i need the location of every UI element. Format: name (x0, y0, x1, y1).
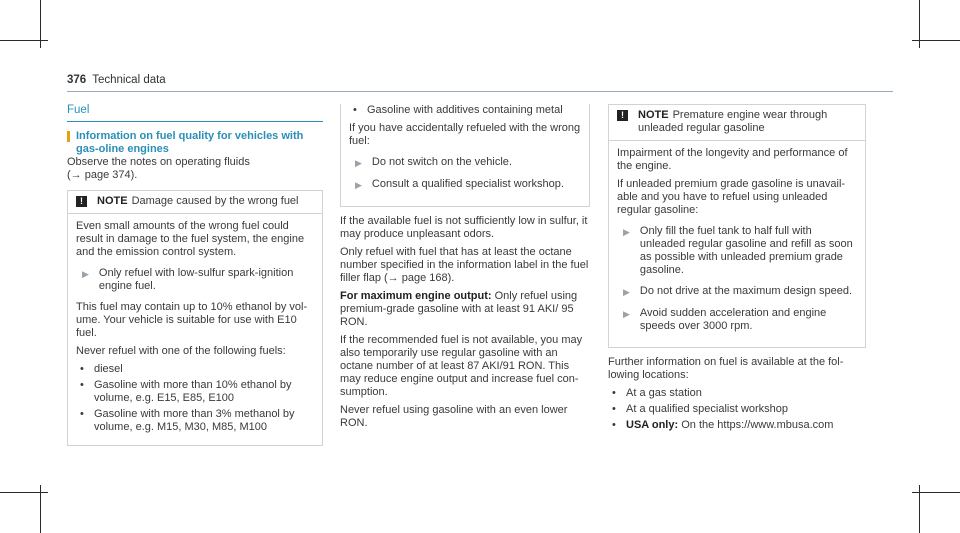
note-label: NOTE (638, 109, 669, 121)
bullet-icon: • (80, 363, 84, 375)
page-title: Technical data (92, 74, 166, 86)
list-item (608, 403, 866, 416)
note-paragraph: Never refuel with one of the following fuels: (76, 345, 286, 357)
bullet-icon: • (612, 419, 616, 431)
step-text: Only refuel with low-sulfur spark-ignition engine fuel. (98, 267, 294, 292)
step-arrow-icon: ▶ (355, 158, 362, 168)
list-item-text: Gasoline with more than 10% ethanol by volume, e.g. E15, E85, E100 (94, 379, 292, 404)
crop-mark (912, 492, 960, 493)
subheading (67, 130, 323, 156)
note-paragraph: If unleaded premium grade gasoline is unavail-able and you have to refuel using unleaded regular gasoline: (617, 178, 846, 216)
step-text: Do not switch on the vehicle. (371, 156, 512, 168)
instruction-step (617, 225, 857, 277)
note-body (68, 214, 322, 445)
body-paragraph: Further information on fuel is available at the fol-lowing locations: (608, 356, 844, 381)
step-text: Avoid sudden acceleration and engine speeds over 3000 rpm. (639, 307, 827, 332)
note-body (609, 141, 865, 347)
note-box-continued (340, 104, 590, 207)
step-arrow-icon: ▶ (355, 180, 362, 190)
list-item-text: diesel (94, 363, 123, 375)
list-item-text[interactable]: On the https://www.mbusa.com (681, 419, 834, 431)
note-paragraph: Impairment of the longevity and performance of the engine. (617, 147, 848, 172)
list-item-text: At a qualified specialist workshop (626, 403, 789, 415)
inline-text: Only refuel using premium-grade gasoline with at least 91 AKI/ 95 RON. (340, 290, 578, 328)
location-list (608, 387, 866, 432)
note-label: NOTE (97, 195, 128, 207)
body-paragraph: Only refuel with fuel that has at least the octane number specified in the information label in the fuel filler flap (→ page 168). (340, 246, 589, 284)
body-paragraph: If the available fuel is not sufficiently low in sulfur, it may produce unpleasant odors. (340, 215, 588, 240)
list-item-text: At a gas station (626, 387, 702, 399)
step-text: Only fill the fuel tank to half full with unleaded regular gasoline and refill as soon as possible with unleaded premium grade gasoline. (639, 225, 853, 276)
header-rule (67, 91, 893, 92)
warning-icon: ! (617, 110, 628, 121)
observe-text: Observe the notes on operating fluids (67, 156, 250, 168)
page-header (67, 74, 166, 86)
step-arrow-icon: ▶ (82, 269, 89, 279)
note-header (68, 191, 322, 214)
note-header (609, 105, 865, 141)
note-paragraph: Even small amounts of the wrong fuel could result in damage to the fuel system, the engine and the emission control system. (76, 220, 305, 258)
column-1 (67, 104, 323, 454)
list-item-text: Gasoline with additives containing metal (367, 104, 563, 116)
bullet-icon: • (80, 379, 84, 391)
page-number: 376 (67, 74, 87, 86)
list-item (608, 419, 866, 432)
column-3 (608, 104, 866, 437)
note-headline: Premature engine wear through unleaded regular gasoline (638, 109, 828, 134)
instruction-step (617, 307, 857, 333)
inline-label: For maximum engine output: (340, 290, 492, 302)
note-box (608, 104, 866, 348)
fuel-list (76, 363, 314, 434)
crop-mark (0, 40, 48, 41)
subheading-text: Information on fuel quality for vehicles with gas-oline engines (76, 130, 304, 155)
column-2 (340, 104, 590, 435)
bullet-icon: • (612, 387, 616, 399)
bullet-icon: • (353, 104, 357, 116)
subheading-marker (67, 131, 70, 142)
observe-page-ref[interactable]: (→ page 374). (67, 169, 138, 181)
fuel-list (349, 104, 581, 117)
note-paragraph: This fuel may contain up to 10% ethanol by vol-ume. Your vehicle is suitable for use with E10 fuel. (76, 301, 308, 339)
body-paragraph: Never refuel using gasoline with an even lower RON. (340, 404, 568, 429)
list-item (608, 387, 866, 400)
list-item-text: Gasoline with more than 3% methanol by volume, e.g. M15, M30, M85, M100 (94, 408, 295, 433)
section-title: Fuel (67, 104, 323, 122)
instruction-step (617, 285, 857, 299)
list-item (76, 408, 314, 434)
bullet-icon: • (80, 408, 84, 420)
instruction-step (76, 267, 314, 293)
list-item (349, 104, 581, 117)
list-item (76, 363, 314, 376)
note-paragraph: If you have accidentally refueled with the wrong fuel: (349, 122, 581, 147)
step-arrow-icon: ▶ (623, 287, 630, 297)
step-text: Do not drive at the maximum design speed. (639, 285, 853, 297)
warning-icon: ! (76, 196, 87, 207)
crop-mark (0, 492, 48, 493)
note-box (67, 190, 323, 446)
body-paragraph (340, 290, 590, 329)
instruction-step (349, 156, 581, 170)
step-text: Consult a qualified specialist workshop. (371, 178, 564, 190)
crop-mark (912, 40, 960, 41)
step-arrow-icon: ▶ (623, 309, 630, 319)
note-headline: Damage caused by the wrong fuel (131, 195, 299, 207)
list-item (76, 379, 314, 405)
step-arrow-icon: ▶ (623, 227, 630, 237)
body-paragraph: If the recommended fuel is not available, you may also temporarily use regular gasoline with an octane number of at least 87 AKI/91 RON. This may reduce engine output and increase fuel con-sumption. (340, 334, 583, 398)
list-item-label: USA only: (626, 419, 679, 431)
bullet-icon: • (612, 403, 616, 415)
instruction-step (349, 178, 581, 192)
